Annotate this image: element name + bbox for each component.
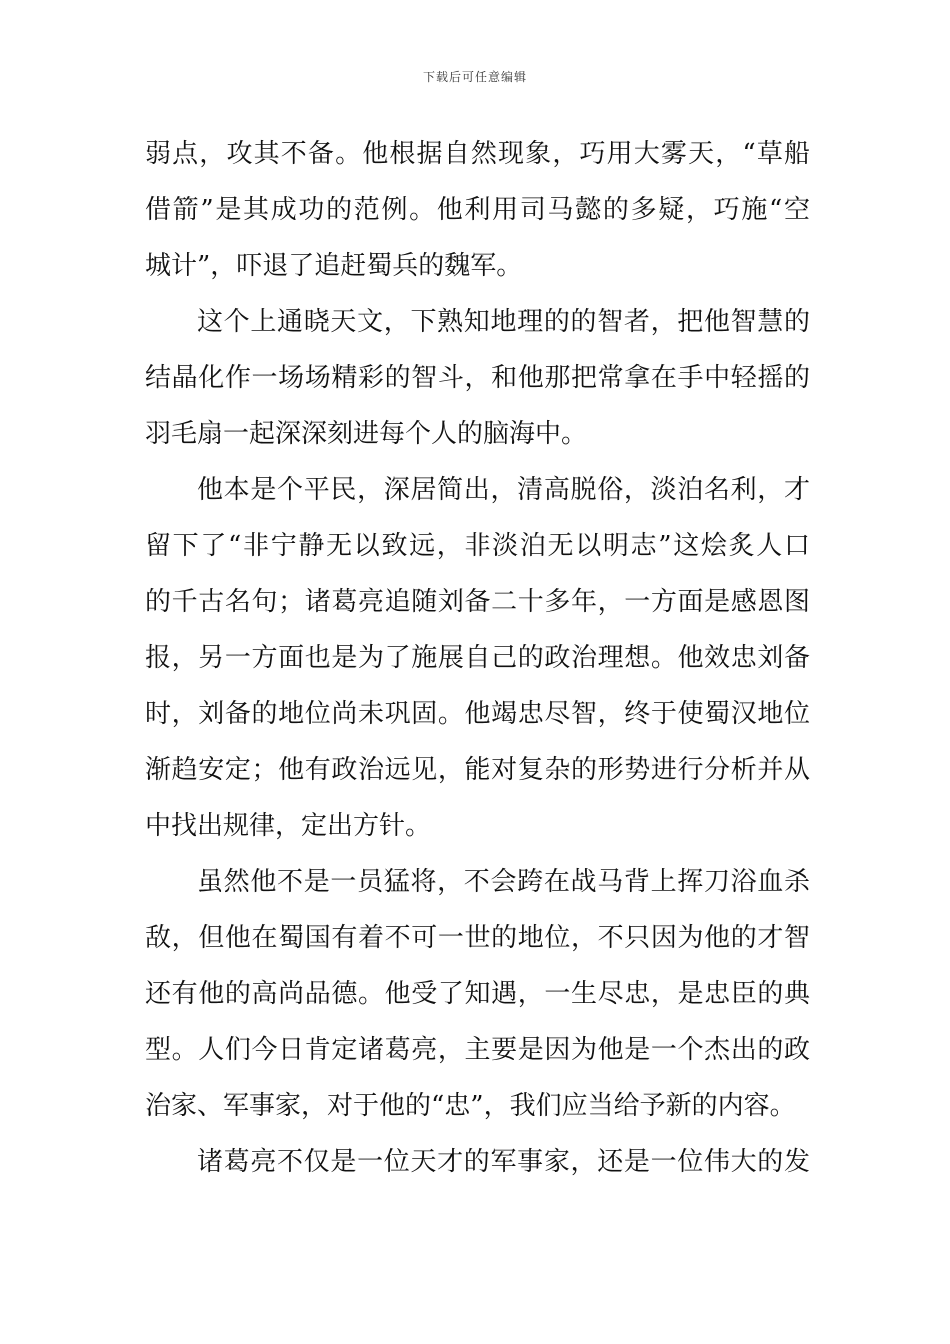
text-line: 羽毛扇一起深深刻进每个人的脑海中。 — [145, 419, 588, 449]
text-line: 这个上通晓天文，下熟知地理的的智者，把他智慧的 — [197, 307, 810, 337]
body-text — [145, 126, 810, 1190]
text-line: 弱点，攻其不备。他根据自然现象，巧用大雾天，“草船 — [145, 139, 810, 169]
text-line: 结晶化作一场场精彩的智斗，和他那把常拿在手中轻摇的 — [145, 363, 810, 393]
text-line: 治家、军事家，对于他的“忠”，我们应当给予新的内容。 — [145, 1091, 796, 1121]
text-line: 报，另一方面也是为了施展自己的政治理想。他效忠刘备 — [145, 643, 810, 673]
text-line: 诸葛亮不仅是一位天才的军事家，还是一位伟大的发 — [197, 1147, 810, 1177]
text-line: 城计”，吓退了追赶蜀兵的魏军。 — [145, 251, 523, 281]
text-line: 时，刘备的地位尚未巩固。他竭忠尽智，终于使蜀汉地位 — [145, 699, 810, 729]
text-line: 借箭”是其成功的范例。他利用司马懿的多疑，巧施“空 — [145, 195, 810, 225]
paragraph-1 — [145, 126, 810, 294]
text-line: 中找出规律，定出方针。 — [145, 811, 432, 841]
text-line: 敌，但他在蜀国有着不可一世的地位，不只因为他的才智 — [145, 923, 810, 953]
paragraph-2 — [145, 294, 810, 462]
text-line: 他本是个平民，深居简出，清高脱俗，淡泊名利，才 — [197, 475, 810, 505]
text-line: 的千古名句；诸葛亮追随刘备二十多年，一方面是感恩图 — [145, 587, 810, 617]
paragraph-4 — [145, 854, 810, 1134]
paragraph-5 — [145, 1134, 810, 1190]
text-line: 型。人们今日肯定诸葛亮，主要是因为他是一个杰出的政 — [145, 1035, 810, 1065]
text-line: 留下了“非宁静无以致远，非淡泊无以明志”这烩炙人口 — [145, 531, 810, 561]
text-line: 渐趋安定；他有政治远见，能对复杂的形势进行分析并从 — [145, 755, 810, 785]
header-note: 下载后可任意编辑 — [422, 70, 527, 84]
text-line: 虽然他不是一员猛将，不会跨在战马背上挥刀浴血杀 — [197, 867, 810, 897]
text-line: 还有他的高尚品德。他受了知遇，一生尽忠，是忠臣的典 — [145, 979, 810, 1009]
paragraph-3 — [145, 462, 810, 854]
